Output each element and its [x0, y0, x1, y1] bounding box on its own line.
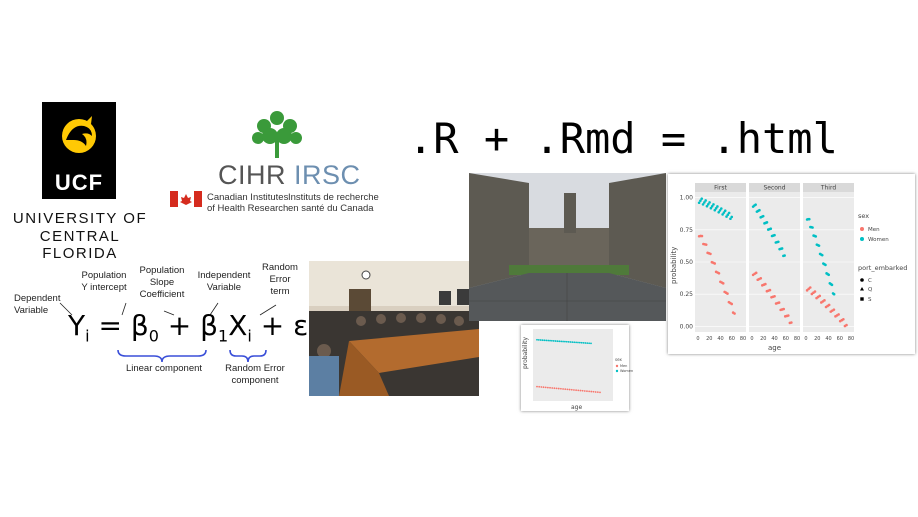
data-point-women: [712, 203, 715, 206]
cihr-english-name: [207, 192, 288, 214]
label-independent-variable: Independent Variable: [197, 270, 251, 293]
small-data-point-women: [557, 340, 559, 342]
data-point-women: [728, 212, 731, 215]
legend-port-q: Q: [868, 287, 873, 293]
data-point-women: [720, 207, 723, 210]
x-tick-label: 40: [717, 336, 724, 342]
small-data-point-men: [571, 389, 573, 391]
x-tick-label: 80: [793, 336, 801, 342]
data-point-men: [814, 290, 817, 293]
small-data-point-men: [560, 388, 562, 390]
small-data-point-men: [547, 387, 549, 389]
small-probability-chart: [521, 325, 634, 411]
small-data-point-men: [599, 391, 601, 393]
data-point-women: [724, 209, 727, 212]
cihr-fr-line-2: en santé du Canada: [288, 203, 374, 214]
legend-sex-title: sex: [858, 212, 870, 220]
small-data-point-women: [585, 342, 587, 344]
small-legend-women: Women: [620, 369, 634, 373]
small-data-point-women: [562, 341, 564, 343]
x-tick-label: 80: [847, 336, 855, 342]
x-tick-label: 40: [771, 336, 778, 342]
small-data-point-women: [564, 341, 566, 343]
small-data-point-men: [543, 386, 545, 388]
legend-key-women: [860, 237, 864, 241]
data-point-women: [708, 201, 711, 204]
legend-women: Women: [868, 237, 889, 243]
small-data-point-women: [560, 341, 562, 343]
small-data-point-women: [588, 342, 590, 344]
small-data-point-women: [568, 341, 570, 343]
pegasus-icon: [42, 102, 116, 172]
data-point-men: [833, 308, 836, 311]
small-data-point-men: [562, 388, 564, 390]
data-point-women: [766, 221, 769, 224]
label-population-slope: Population Slope Coefficient: [139, 265, 185, 300]
cihr-title-right: IRSC: [294, 160, 361, 190]
data-point-men: [787, 314, 790, 317]
data-point-women: [758, 209, 761, 212]
small-data-point-men: [556, 387, 558, 389]
legend-key-men: [860, 227, 864, 231]
data-point-men: [726, 292, 729, 295]
x-tick-label: 20: [706, 336, 713, 342]
small-data-point-men: [538, 386, 540, 388]
y-tick-label: 0.50: [679, 259, 693, 266]
x-tick-label: 0: [750, 336, 754, 342]
data-point-women: [730, 216, 733, 219]
small-data-point-men: [558, 388, 560, 390]
small-data-point-men: [580, 390, 582, 392]
data-point-men: [818, 295, 821, 298]
small-chart-legend-title: sex: [615, 357, 622, 362]
cihr-title: [218, 160, 361, 191]
x-tick-label: 60: [836, 336, 843, 342]
data-point-women: [833, 293, 836, 296]
data-point-women: [762, 215, 765, 218]
small-data-point-men: [597, 391, 599, 393]
meeting-room-photo: [309, 261, 479, 396]
data-point-men: [842, 318, 845, 321]
cihr-fr-line-1: Instituts de recherche: [288, 192, 379, 203]
panel-label-first: First: [714, 184, 727, 192]
data-point-men: [705, 243, 708, 246]
small-data-point-women: [581, 342, 583, 344]
x-tick-label: 40: [825, 336, 832, 342]
small-data-point-men: [590, 391, 592, 393]
small-data-point-men: [551, 387, 553, 389]
small-data-point-women: [573, 341, 575, 343]
small-data-point-women: [586, 342, 588, 344]
data-point-men: [709, 253, 712, 256]
small-data-point-women: [590, 343, 592, 345]
small-data-point-men: [586, 390, 588, 392]
faceted-probability-chart: [668, 174, 915, 354]
small-data-point-women: [551, 340, 553, 342]
data-point-women: [716, 205, 719, 208]
small-data-point-women: [571, 341, 573, 343]
data-point-women: [821, 254, 824, 257]
small-chart-xlabel: age: [571, 404, 583, 411]
small-chart-ylabel: probability: [522, 336, 529, 369]
x-tick-label: 60: [728, 336, 735, 342]
small-data-point-women: [547, 340, 549, 342]
small-legend-men: Men: [620, 364, 628, 368]
cihr-en-line-1: Canadian Institutes: [207, 192, 289, 203]
small-data-point-men: [582, 390, 584, 392]
data-point-women: [811, 226, 814, 229]
y-tick-label: 0.75: [679, 226, 693, 234]
small-data-point-women: [566, 341, 568, 343]
x-tick-label: 80: [739, 336, 747, 342]
data-point-men: [823, 299, 826, 302]
small-data-point-men: [545, 386, 547, 388]
small-data-point-men: [553, 387, 555, 389]
data-point-men: [837, 313, 840, 316]
x-tick-label: 0: [696, 336, 700, 342]
data-point-women: [824, 264, 827, 267]
data-point-women: [773, 234, 776, 237]
data-point-men: [764, 283, 767, 286]
small-data-point-women: [542, 339, 544, 341]
data-point-men: [755, 272, 758, 275]
data-point-men: [782, 308, 785, 311]
data-point-men: [828, 304, 831, 307]
legend-port-s: S: [868, 297, 872, 303]
legend-port-c: C: [868, 278, 872, 284]
x-tick-label: 0: [804, 336, 808, 342]
small-data-point-women: [545, 340, 547, 342]
code-equation: .R + .Rmd = .html: [408, 114, 838, 163]
label-random-error-term: Random Error term: [262, 262, 298, 297]
data-point-men: [759, 277, 762, 280]
small-data-point-women: [583, 342, 585, 344]
x-tick-label: 60: [782, 336, 789, 342]
small-data-point-women: [575, 342, 577, 344]
ucf-badge-text: UCF: [54, 170, 104, 195]
small-data-point-women: [579, 342, 581, 344]
small-legend-key-women: [616, 370, 618, 372]
small-data-point-men: [584, 390, 586, 392]
small-data-point-women: [577, 342, 579, 344]
small-data-point-men: [575, 389, 577, 391]
cihr-french-name: [288, 192, 379, 214]
data-point-women: [818, 244, 821, 247]
label-dependent-variable: Dependent Variable: [14, 293, 61, 316]
data-point-men: [790, 321, 793, 324]
small-data-point-women: [538, 339, 540, 341]
y-tick-label: 1.00: [679, 194, 693, 202]
data-point-men: [722, 282, 725, 285]
small-data-point-men: [573, 389, 575, 391]
data-point-women: [808, 218, 811, 221]
data-point-women: [700, 197, 703, 200]
small-data-point-women: [553, 340, 555, 342]
data-point-men: [769, 289, 772, 292]
ucf-line-1: UNIVERSITY OF: [12, 210, 148, 227]
data-point-women: [831, 284, 834, 287]
label-linear-component: Linear component: [125, 363, 203, 374]
small-data-point-women: [555, 340, 557, 342]
small-data-point-men: [595, 391, 597, 393]
data-point-women: [754, 203, 757, 206]
data-point-women: [781, 247, 784, 250]
small-data-point-women: [549, 340, 551, 342]
facet-ylabel: probability: [670, 246, 678, 284]
small-data-point-men: [536, 386, 538, 388]
data-point-women: [814, 235, 817, 238]
legend-key-s: [860, 297, 863, 300]
small-data-point-women: [540, 339, 542, 341]
data-point-women: [827, 274, 830, 277]
small-data-point-men: [564, 388, 566, 390]
small-data-point-men: [569, 389, 571, 391]
regression-equation: $Y_i = \beta_0 + \beta_1X_i + \varepsilon$: [68, 309, 309, 346]
small-data-point-men: [540, 386, 542, 388]
cihr-en-line-2: of Health Research: [207, 203, 289, 214]
courtyard-photo: [469, 173, 666, 321]
data-point-men: [718, 272, 721, 275]
data-point-women: [777, 240, 780, 243]
cihr-title-left: CIHR: [218, 160, 286, 190]
small-data-point-men: [567, 388, 569, 390]
legend-key-c: [860, 278, 864, 282]
small-legend-key-men: [616, 365, 618, 367]
y-tick-label: 0.00: [679, 323, 693, 331]
maple-leaf-icon: [248, 106, 306, 162]
data-point-men: [773, 295, 776, 298]
data-point-men: [733, 312, 736, 315]
data-point-women: [769, 227, 772, 230]
data-point-men: [713, 262, 716, 265]
small-data-point-men: [588, 390, 590, 392]
small-data-point-men: [593, 391, 595, 393]
data-point-men: [845, 324, 848, 327]
small-data-point-women: [536, 339, 538, 341]
legend-port-title: port_embarked: [858, 264, 908, 272]
facet-xlabel: age: [768, 344, 782, 352]
data-point-men: [730, 303, 733, 306]
y-tick-label: 0.25: [679, 291, 693, 299]
canada-flag-icon: [170, 191, 202, 207]
component-braces: [112, 348, 272, 364]
x-tick-label: 20: [814, 336, 821, 342]
label-random-error-component: Random Error component: [225, 363, 285, 386]
small-data-point-women: [544, 339, 546, 341]
legend-key-q: [860, 287, 864, 291]
panel-label-third: Third: [820, 184, 837, 192]
data-point-men: [809, 286, 812, 289]
x-tick-label: 20: [760, 336, 767, 342]
data-point-women: [783, 254, 786, 257]
data-point-men: [778, 301, 781, 304]
small-data-point-women: [558, 340, 560, 342]
data-point-men: [701, 235, 704, 238]
label-population-intercept: Population Y intercept: [81, 270, 127, 293]
data-point-women: [704, 199, 707, 202]
ucf-line-2: CENTRAL FLORIDA: [39, 228, 121, 262]
small-data-point-men: [577, 389, 579, 391]
panel-label-second: Second: [763, 184, 786, 192]
small-data-point-men: [549, 387, 551, 389]
small-data-point-women: [570, 341, 572, 343]
legend-men: Men: [868, 227, 880, 233]
